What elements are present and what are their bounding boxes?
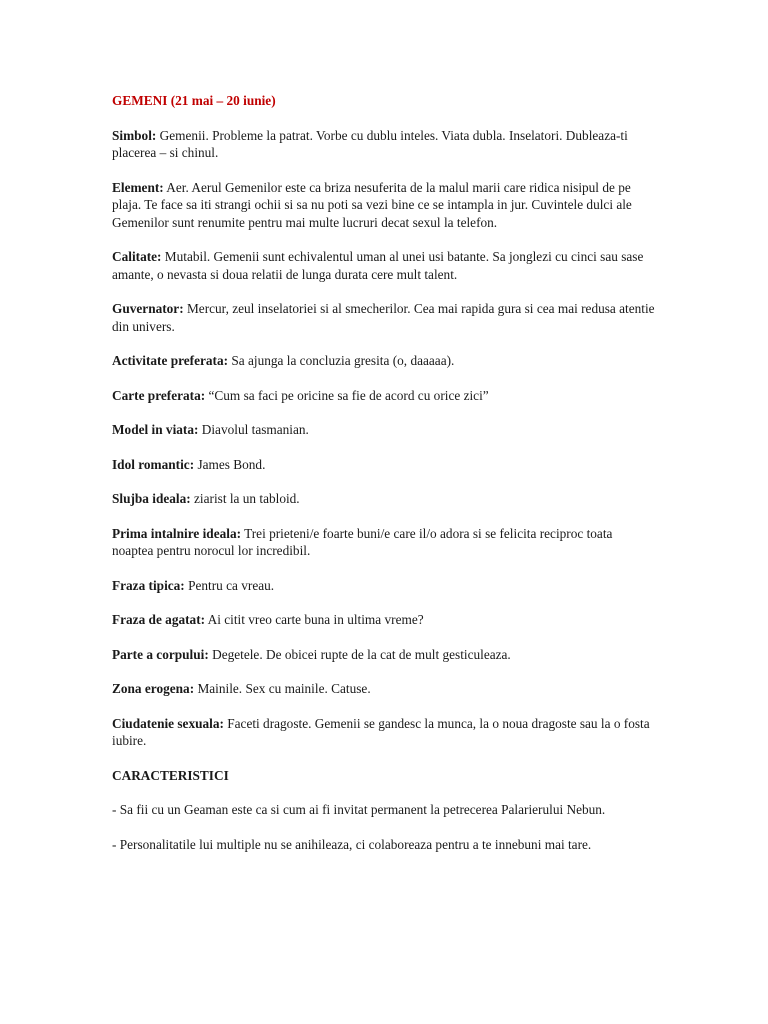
entry-guvernator [112,300,657,335]
entry-text: Ai citit vreo carte buna in ultima vreme? [205,612,424,627]
entry-calitate [112,248,657,283]
entry-text: Pentru ca vreau. [184,577,275,593]
bullet-item: - Sa fii cu un Geaman este ca si cum ai fi invitat permanent la petrecerea Palarierului Nebun. [112,802,606,817]
entry-text: Mainile. Sex cu mainile. Catuse. [194,681,371,696]
entry-text: Trei prieteni/e foarte buni/e care il/o adora si se felicita reciproc toata noaptea pentru norocul lor incredibil. [112,525,613,558]
section-heading: CARACTERISTICI [112,767,229,783]
entry-model-in-viata [112,421,657,439]
entry-text: Faceti dragoste. Gemenii se gandesc la munca, la o noua dragoste sau la o fosta iubire. [112,715,650,748]
entry-zona-erogena [112,680,657,698]
entry-label: Fraza de agatat: [112,612,206,627]
entry-label: Calitate: [112,249,162,264]
entry-text: Aer. Aerul Gemenilor este ca briza nesuferita de la malul marii care ridica nisipul de pe plaja. Te face sa iti strangi ochii si sa nu poti sa vezi bine ce se intampla in jur. Cuvintele dulci ale Gemenilor sunt renumite pentru mai multe lucruri decat sexul la telefon. [112,179,632,230]
entry-label: Zona erogena: [112,681,195,696]
document-title: GEMENI (21 mai – 20 iunie) [112,93,276,108]
entry-activitate-preferata [112,352,657,370]
entry-idol-romantic [112,456,657,474]
entry-label: Activitate preferata: [112,353,229,368]
entry-text: Diavolul tasmanian. [198,422,309,437]
bullet-item: - Personalitatile lui multiple nu se anihileaza, ci colaboreaza pentru a te innebuni mai tare. [112,836,592,852]
entry-text: ziarist la un tabloid. [190,491,300,506]
entry-text: James Bond. [194,456,266,472]
entry-label: Fraza tipica: [112,577,185,593]
entry-label: Carte preferata: [112,387,206,403]
entry-text: Mutabil. Gemenii sunt echivalentul uman al unei usi batante. Sa jonglezi cu cinci sau sase amante, o nevasta si doua relatii de lunga durata cere mult talent. [112,249,644,282]
entry-label: Parte a corpului: [112,646,209,662]
entry-label: Model in viata: [112,422,199,437]
entry-label: Guvernator: [112,301,184,316]
document-page [112,92,657,870]
entry-parte-a-corpului [112,646,657,664]
entry-text: “Cum sa faci pe oricine sa fie de acord cu orice zici” [205,387,489,403]
entry-text: Sa ajunga la concluzia gresita (o, daaaaa). [228,353,455,368]
entry-label: Simbol: [112,127,157,143]
entry-label: Slujba ideala: [112,491,191,506]
entry-text: Mercur, zeul inselatoriei si al smecherilor. Cea mai rapida gura si cea mai redusa atentie din univers. [112,301,655,334]
entry-carte-preferata [112,387,657,405]
entry-ciudatenie-sexuala [112,715,657,750]
entry-text: Gemenii. Probleme la patrat. Vorbe cu dublu inteles. Viata dubla. Inselatori. Dubleaza-ti placerea – si chinul. [112,127,628,160]
entry-slujba-ideala [112,490,657,508]
entry-simbol [112,127,657,162]
entry-fraza-de-agatat [112,611,657,629]
entry-label: Element: [112,179,164,195]
entry-fraza-tipica [112,577,657,595]
entry-label: Ciudatenie sexuala: [112,715,224,731]
entry-label: Prima intalnire ideala: [112,525,242,541]
entry-prima-intalnire [112,525,657,560]
entry-text: Degetele. De obicei rupte de la cat de mult gesticuleaza. [208,646,511,662]
entry-label: Idol romantic: [112,456,195,472]
entry-element [112,179,657,232]
